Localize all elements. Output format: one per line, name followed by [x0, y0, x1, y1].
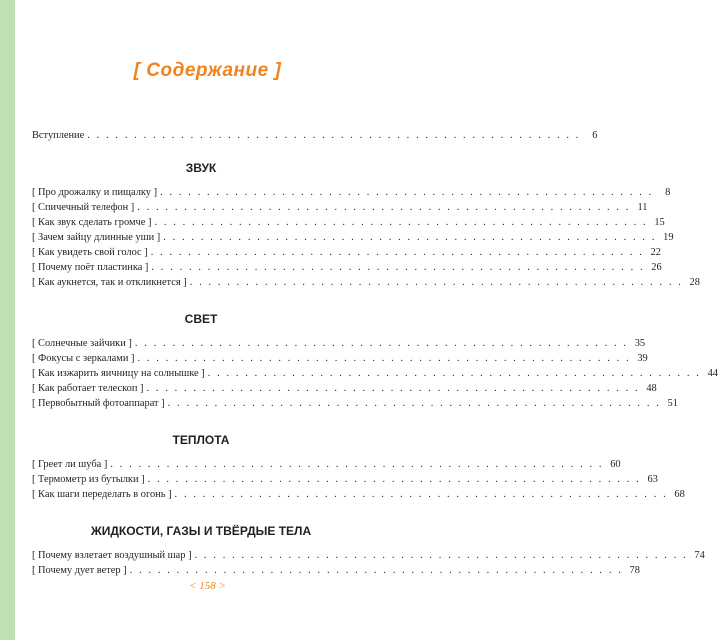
toc-entry-label: [ Как изжарить яичницу на солнышке ]: [32, 368, 205, 379]
toc-entry-label: [ Зачем зайцу длинные уши ]: [32, 232, 161, 243]
dot-leader: . . . . . . . . . . . . . . . . . . . . . . . . . . . . . . . . . . . . . . . . . . . . . . . . . . . . .: [110, 459, 604, 470]
section-heading: СВЕТ: [184, 312, 218, 326]
toc-entry-label: [ Как работает телескоп ]: [32, 383, 144, 394]
toc-entry-label: [ Первобытный фотоаппарат ]: [32, 398, 165, 409]
toc-page-number: 6: [592, 130, 598, 141]
toc-entry-label: [ Как шаги переделать в огонь ]: [32, 489, 172, 500]
toc-page-number: 44: [707, 368, 718, 379]
toc-entry-label: [ Термометр из бутылки ]: [32, 474, 145, 485]
dot-leader: . . . . . . . . . . . . . . . . . . . . . . . . . . . . . . . . . . . . . . . . . . . . . . . . . . . . .: [163, 232, 657, 243]
dot-leader: . . . . . . . . . . . . . . . . . . . . . . . . . . . . . . . . . . . . . . . . . . . . . . . . . . . . .: [194, 550, 688, 561]
toc-row[interactable]: [32, 396, 678, 411]
toc-page-number: 60: [610, 459, 621, 470]
toc-row[interactable]: [32, 487, 685, 502]
toc-entry-label: [ Почему поёт пластинка ]: [32, 262, 149, 273]
page-number: < 158 >: [189, 580, 226, 592]
toc-page-number: 74: [694, 550, 705, 561]
toc-row[interactable]: [32, 457, 621, 472]
toc-page-number: 28: [689, 277, 700, 288]
side-bar: [0, 0, 15, 640]
section-heading: ТЕПЛОТА: [172, 433, 230, 447]
toc-row[interactable]: [32, 336, 646, 351]
dot-leader: . . . . . . . . . . . . . . . . . . . . . . . . . . . . . . . . . . . . . . . . . . . . . . . . . . . . .: [207, 368, 701, 379]
dot-leader: . . . . . . . . . . . . . . . . . . . . . . . . . . . . . . . . . . . . . . . . . . . . . . . . . . . . .: [160, 187, 654, 198]
toc-row[interactable]: [32, 200, 648, 215]
toc-row[interactable]: [32, 548, 705, 563]
toc-page-number: 48: [646, 383, 657, 394]
toc-page-number: 15: [654, 217, 665, 228]
toc-page-number: 11: [637, 202, 648, 213]
section-heading: ЖИДКОСТИ, ГАЗЫ И ТВЁРДЫЕ ТЕЛА: [90, 524, 312, 538]
dot-leader: . . . . . . . . . . . . . . . . . . . . . . . . . . . . . . . . . . . . . . . . . . . . . . . . . . . . .: [189, 277, 683, 288]
section-heading: ЗВУК: [185, 161, 217, 175]
toc-entry-label: [ Как звук сделать громче ]: [32, 217, 152, 228]
toc-entry-label: [ Про дрожалку и пищалку ]: [32, 187, 158, 198]
dot-leader: . . . . . . . . . . . . . . . . . . . . . . . . . . . . . . . . . . . . . . . . . . . . . . . . . . . . .: [147, 474, 641, 485]
toc-entry-label: [ Солнечные зайчики ]: [32, 338, 132, 349]
toc-row[interactable]: [32, 351, 648, 366]
toc-page-number: 68: [674, 489, 685, 500]
toc-entry-label: Вступление: [32, 130, 85, 141]
toc-page-number: 78: [629, 565, 640, 576]
toc-page-number: 63: [647, 474, 658, 485]
toc-entry-label: [ Как увидеть свой голос ]: [32, 247, 148, 258]
dot-leader: . . . . . . . . . . . . . . . . . . . . . . . . . . . . . . . . . . . . . . . . . . . . . . . . . . . . .: [87, 130, 581, 141]
toc-row[interactable]: [32, 563, 640, 578]
dot-leader: . . . . . . . . . . . . . . . . . . . . . . . . . . . . . . . . . . . . . . . . . . . . . . . . . . . . .: [137, 202, 631, 213]
toc-page-number: 39: [637, 353, 648, 364]
dot-leader: . . . . . . . . . . . . . . . . . . . . . . . . . . . . . . . . . . . . . . . . . . . . . . . . . . . . .: [146, 383, 640, 394]
toc-entry-label: [ Почему взлетает воздушный шар ]: [32, 550, 192, 561]
toc-page-number: 8: [665, 187, 671, 198]
toc-row[interactable]: [32, 215, 665, 230]
toc-row[interactable]: [32, 185, 671, 200]
toc-page-number: 26: [651, 262, 662, 273]
toc-page-number: 51: [667, 398, 678, 409]
toc-entry-label: [ Греет ли шуба ]: [32, 459, 108, 470]
dot-leader: . . . . . . . . . . . . . . . . . . . . . . . . . . . . . . . . . . . . . . . . . . . . . . . . . . . . .: [134, 338, 629, 349]
dot-leader: . . . . . . . . . . . . . . . . . . . . . . . . . . . . . . . . . . . . . . . . . . . . . . . . . . . . .: [154, 217, 648, 228]
toc-row[interactable]: [32, 381, 657, 396]
toc-entry-label: [ Фокусы с зеркалами ]: [32, 353, 135, 364]
table-of-contents: [32, 128, 718, 578]
dot-leader: . . . . . . . . . . . . . . . . . . . . . . . . . . . . . . . . . . . . . . . . . . . . . . . . . . . . .: [174, 489, 668, 500]
toc-row[interactable]: [32, 472, 658, 487]
toc-row[interactable]: [32, 366, 718, 381]
toc-row[interactable]: [32, 260, 662, 275]
dot-leader: . . . . . . . . . . . . . . . . . . . . . . . . . . . . . . . . . . . . . . . . . . . . . . . . . . . . .: [129, 565, 623, 576]
dot-leader: . . . . . . . . . . . . . . . . . . . . . . . . . . . . . . . . . . . . . . . . . . . . . . . . . . . . .: [167, 398, 661, 409]
toc-entry-label: [ Спичечный телефон ]: [32, 202, 135, 213]
toc-entry-label: [ Почему дует ветер ]: [32, 565, 127, 576]
toc-row[interactable]: [32, 230, 674, 245]
toc-row-intro[interactable]: [32, 128, 598, 143]
toc-row[interactable]: [32, 245, 661, 260]
page-title: [ Содержание ]: [133, 60, 282, 81]
dot-leader: . . . . . . . . . . . . . . . . . . . . . . . . . . . . . . . . . . . . . . . . . . . . . . . . . . . . .: [137, 353, 631, 364]
toc-row[interactable]: [32, 275, 700, 290]
dot-leader: . . . . . . . . . . . . . . . . . . . . . . . . . . . . . . . . . . . . . . . . . . . . . . . . . . . . .: [151, 262, 645, 273]
toc-page-number: 22: [650, 247, 661, 258]
toc-page-number: 35: [634, 338, 646, 349]
toc-entry-label: [ Как аукнется, так и откликнется ]: [32, 277, 187, 288]
toc-page-number: 19: [663, 232, 674, 243]
dot-leader: . . . . . . . . . . . . . . . . . . . . . . . . . . . . . . . . . . . . . . . . . . . . . . . . . . . . .: [150, 247, 644, 258]
